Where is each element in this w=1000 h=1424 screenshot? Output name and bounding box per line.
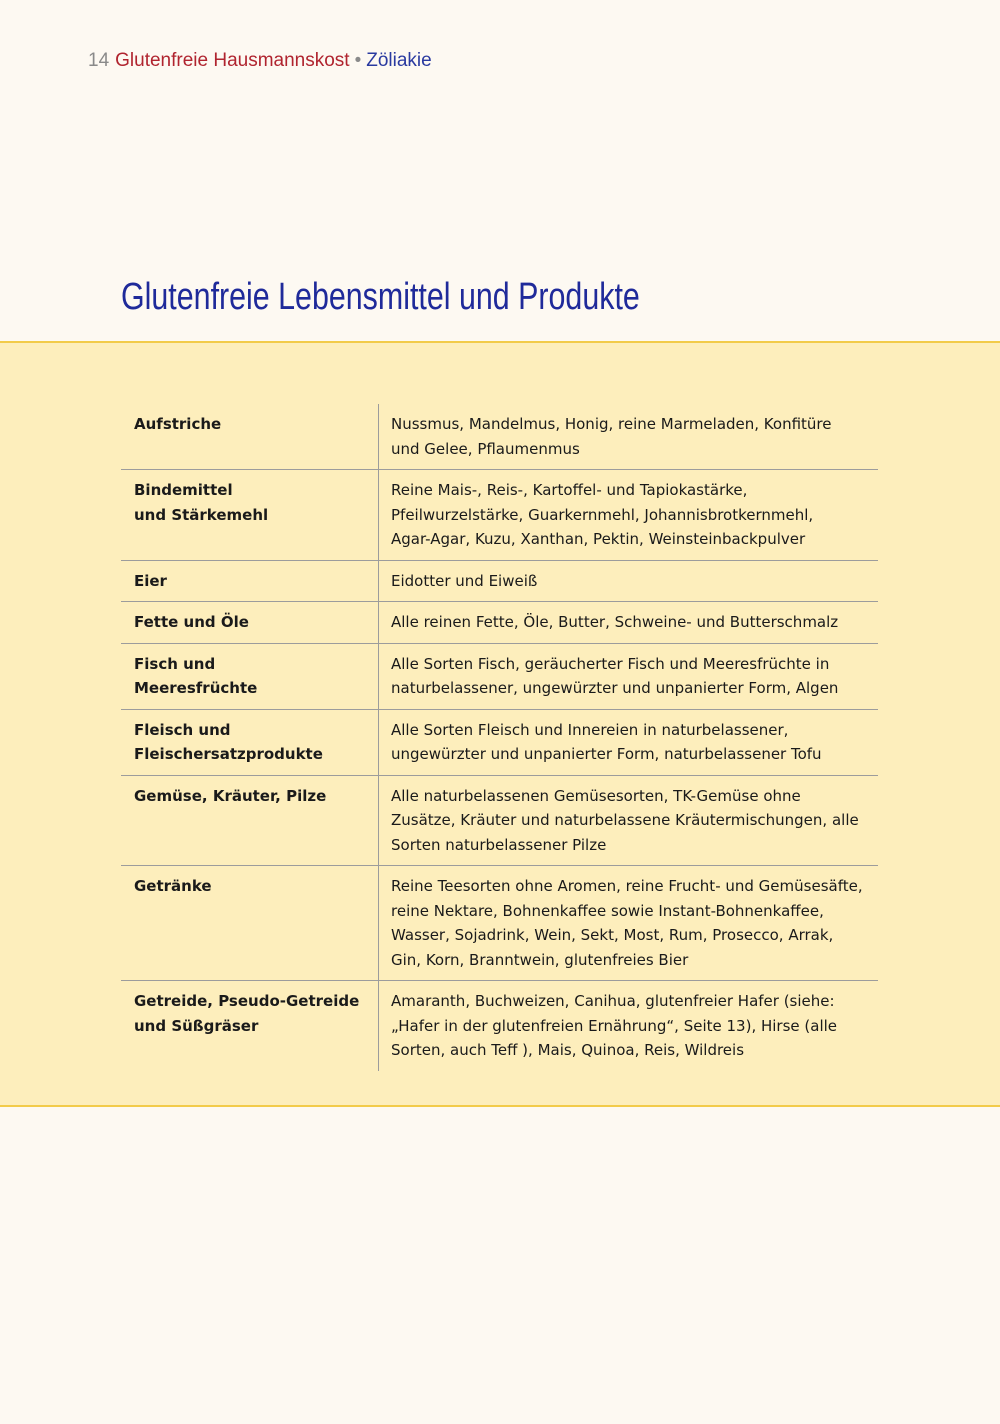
running-header	[88, 50, 432, 72]
table-row	[121, 560, 878, 602]
items-text-line: ungewürzter und unpanierter Form, naturbelassener Tofu	[391, 745, 822, 763]
header-separator: •	[354, 50, 362, 71]
items-text-line: Alle Sorten Fisch, geräucherter Fisch und Meeresfrüchte in	[391, 654, 830, 673]
category-label-line: Getränke	[134, 877, 212, 895]
items-text-line: Alle naturbelassenen Gemüsesorten, TK-Gemüse ohne	[391, 786, 801, 805]
items-text-line: Sorten naturbelassener Pilze	[391, 835, 607, 854]
items-cell	[379, 775, 879, 866]
book-title: Glutenfreie Hausmannskost	[115, 50, 350, 71]
items-text-line: Alle Sorten Fleisch und Innereien in naturbelassener,	[391, 720, 789, 739]
items-cell	[379, 643, 879, 709]
table-row	[121, 981, 878, 1071]
category-cell	[121, 470, 379, 561]
table-row	[121, 709, 878, 775]
category-cell	[121, 866, 379, 981]
chapter-topic: Zöliakie	[366, 50, 432, 71]
category-cell	[121, 643, 379, 709]
category-label-line: Getreide, Pseudo-Getreide	[134, 992, 360, 1010]
items-text-line: Agar-Agar, Kuzu, Xanthan, Pektin, Weinsteinbackpulver	[391, 530, 806, 548]
items-cell	[379, 709, 879, 775]
category-cell	[121, 775, 379, 866]
category-label-line: und Stärkemehl	[134, 505, 269, 524]
category-cell	[121, 404, 379, 470]
items-cell	[379, 866, 879, 981]
category-cell	[121, 560, 379, 602]
table-row	[121, 775, 878, 866]
category-label-line: Eier	[134, 571, 167, 590]
food-table-body	[121, 404, 878, 1071]
category-label-line: Fette und Öle	[134, 613, 249, 631]
table-row	[121, 404, 878, 470]
category-cell	[121, 709, 379, 775]
table-row	[121, 470, 878, 561]
items-text-line: und Gelee, Pflaumenmus	[391, 439, 580, 458]
table-row	[121, 602, 878, 644]
category-label-line: und Süßgräser	[134, 1016, 259, 1035]
items-cell	[379, 981, 879, 1071]
items-text-line: naturbelassener, ungewürzter und unpanierter Form, Algen	[391, 679, 839, 697]
category-label-line: Fleischersatzprodukte	[134, 745, 323, 763]
items-cell	[379, 470, 879, 561]
items-text-line: Reine Teesorten ohne Aromen, reine Frucht- und Gemüsesäfte,	[391, 877, 863, 895]
items-text-line: Gin, Korn, Branntwein, glutenfreies Bier	[391, 950, 689, 969]
items-text-line: Alle reinen Fette, Öle, Butter, Schweine- und Butterschmalz	[391, 613, 839, 631]
food-table	[121, 404, 878, 1071]
table-row	[121, 866, 878, 981]
category-label-line: Fleisch und	[134, 720, 231, 739]
table-row	[121, 643, 878, 709]
items-cell	[379, 404, 879, 470]
items-cell	[379, 560, 879, 602]
category-cell	[121, 981, 379, 1071]
category-label-line: Fisch und	[134, 654, 216, 673]
items-text-line: Wasser, Sojadrink, Wein, Sekt, Most, Rum, Prosecco, Arrak,	[391, 926, 834, 944]
items-text-line: Amaranth, Buchweizen, Canihua, glutenfreier Hafer (siehe:	[391, 992, 835, 1010]
items-cell	[379, 602, 879, 644]
items-text-line: Nussmus, Mandelmus, Honig, reine Marmeladen, Konfitüre	[391, 415, 832, 433]
category-label-line: Bindemittel	[134, 481, 233, 499]
category-label-line: Gemüse, Kräuter, Pilze	[134, 786, 327, 805]
category-label-line: Aufstriche	[134, 415, 222, 433]
items-text-line: Zusätze, Kräuter und naturbelassene Kräutermischungen, alle	[391, 811, 859, 829]
items-text-line: „Hafer in der glutenfreien Ernährung“, Seite 13), Hirse (alle	[391, 1016, 838, 1035]
items-text-line: Sorten, auch Teff ), Mais, Quinoa, Reis, Wildreis	[391, 1041, 745, 1059]
items-text-line: Eidotter und Eiweiß	[391, 571, 538, 590]
category-cell	[121, 602, 379, 644]
items-text-line: Pfeilwurzelstärke, Guarkernmehl, Johannisbrotkernmehl,	[391, 505, 814, 524]
items-text-line: reine Nektare, Bohnenkaffee sowie Instant-Bohnenkaffee,	[391, 901, 824, 920]
page-title: Glutenfreie Lebensmittel und Produkte	[121, 276, 640, 318]
category-label-line: Meeresfrüchte	[134, 679, 258, 697]
items-text-line: Reine Mais-, Reis-, Kartoffel- und Tapiokastärke,	[391, 481, 748, 499]
page-number: 14	[88, 50, 110, 71]
